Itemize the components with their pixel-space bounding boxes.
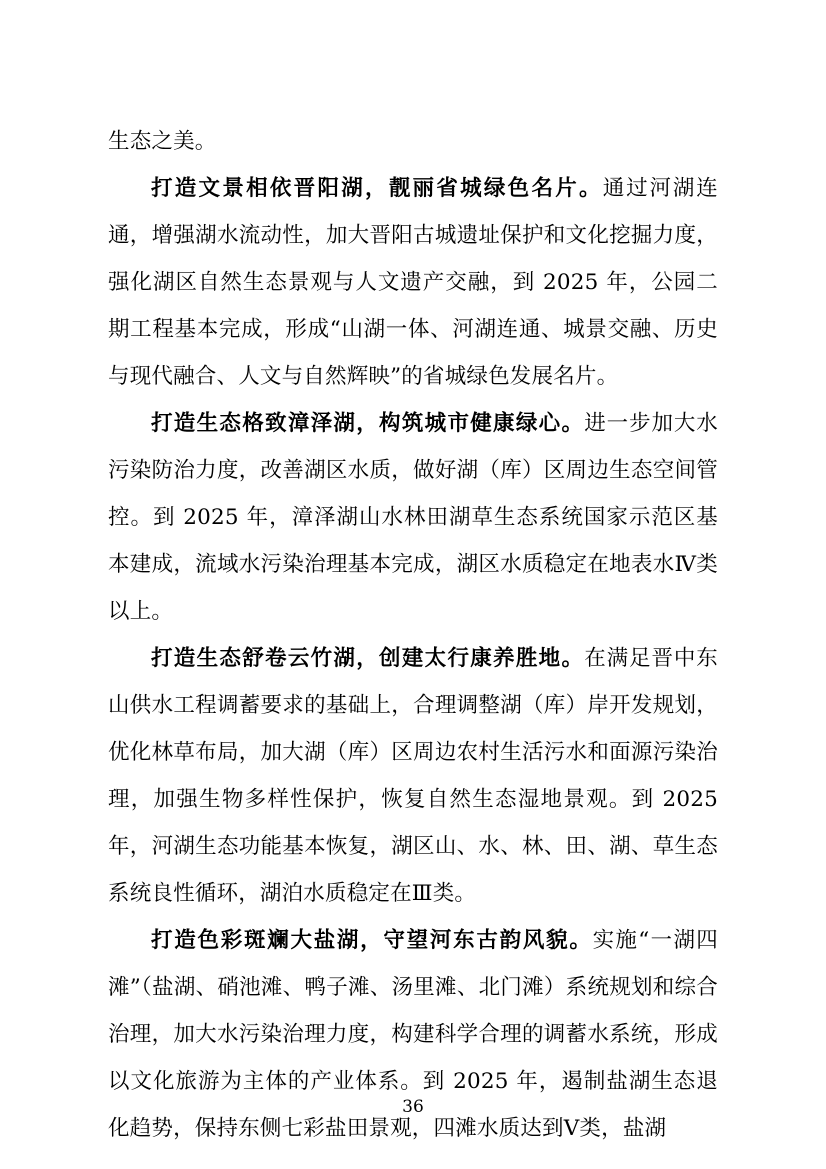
paragraph-lead: 打造色彩斑斓大盐湖，守望河东古韵风貌。 [151, 928, 593, 953]
paragraph-zhangze-lake [108, 400, 718, 635]
paragraph-text: 在满足晋中东山供水工程调蓄要求的基础上，合理调整湖（库）岸开发规划，优化林草布局，加大湖（库）区周边农村生活污水和面源污染治理，加强生物多样性保护，恢复自然生态湿地景观。到 2025 年，河湖生态功能基本恢复，湖区山、水、林、田、湖、草生态系统良性循环，湖泊水质稳定在Ⅲ类。 [108, 646, 719, 906]
paragraph-continuation [108, 118, 718, 165]
paragraph-yunzhu-lake [108, 635, 718, 917]
paragraph-lead: 打造生态格致漳泽湖，构筑城市健康绿心。 [151, 411, 585, 436]
paragraph-text: 进一步加大水污染防治力度，改善湖区水质，做好湖（库）区周边生态空间管控。到 2025 年，漳泽湖山水林田湖草生态系统国家示范区基本建成，流域水污染治理基本完成，湖区水质稳定在地表水Ⅳ类以上。 [108, 411, 719, 624]
paragraph-lead: 打造文景相依晋阳湖，靓丽省城绿色名片。 [151, 176, 603, 201]
page-number: 36 [402, 1097, 424, 1117]
paragraph-text: 生态之美。 [108, 129, 217, 154]
paragraph-lead: 打造生态舒卷云竹湖，创建太行康养胜地。 [151, 646, 585, 671]
paragraph-jinyang-lake [108, 165, 718, 400]
paragraph-text: 通过河湖连通，增强湖水流动性，加大晋阳古城遗址保护和文化挖掘力度，强化湖区自然生态景观与人文遗产交融，到 2025 年，公园二期工程基本完成，形成“山湖一体、河湖连通、城景交融、历史与现代融合、人文与自然辉映”的省城绿色发展名片。 [108, 176, 718, 389]
paragraph-text: 实施“一湖四滩”（盐湖、硝池滩、鸭子滩、汤里滩、北门滩）系统规划和综合治理，加大水污染治理力度，构建科学合理的调蓄水系统，形成以文化旅游为主体的产业体系。到 2025 年，遏制盐湖生态退化趋势，保持东侧七彩盐田景观，四滩水质达到Ⅴ类，盐湖 [108, 928, 718, 1141]
page-body [108, 118, 718, 1152]
